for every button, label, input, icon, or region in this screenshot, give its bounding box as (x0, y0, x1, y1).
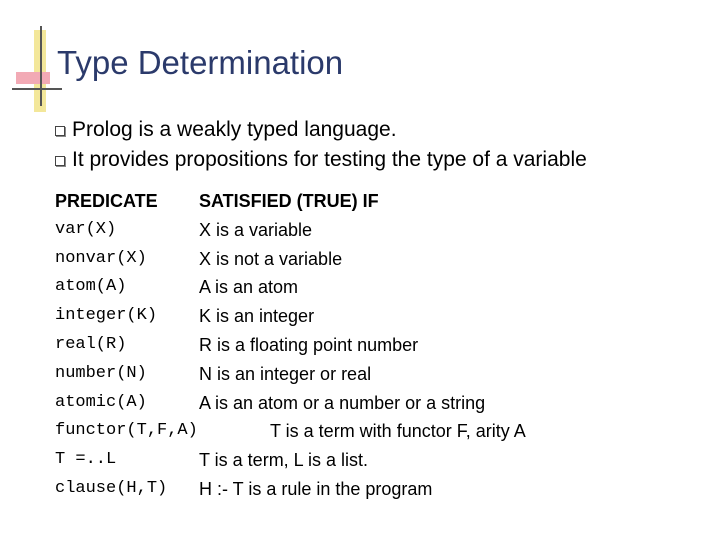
square-bullet-icon (55, 156, 65, 166)
header-predicate: PREDICATE (55, 191, 158, 211)
condition-cell: H :- T is a rule in the program (199, 478, 433, 499)
predicate-cell: integer(K) (55, 306, 158, 326)
decorative-vertical-line (40, 26, 42, 106)
decorative-horizontal-line (12, 88, 62, 90)
condition-cell: X is a variable (199, 219, 313, 240)
predicate-cell: clause(H,T) (55, 478, 168, 498)
predicate-cell: var(X) (55, 219, 117, 239)
predicate-cell: T =..L (55, 450, 117, 470)
bullet-item (55, 145, 587, 175)
predicate-cell: number(N) (55, 363, 147, 383)
condition-cell: T is a term with functor F, arity A (270, 421, 526, 442)
predicate-cell: functor(T,F,A) (55, 421, 198, 441)
condition-cell: T is a term, L is a list. (199, 450, 369, 471)
condition-cell: N is an integer or real (199, 363, 372, 384)
decorative-pink-bar (16, 72, 50, 84)
bullet-text: Prolog is a weakly typed language. (72, 118, 397, 141)
predicate-cell: real(R) (55, 334, 127, 354)
bullet-list (55, 115, 587, 175)
bullet-item (55, 115, 587, 145)
condition-cell: A is an atom (199, 277, 299, 298)
square-bullet-icon (55, 126, 65, 136)
predicate-cell: atomic(A) (55, 392, 147, 412)
bullet-text: It provides propositions for testing the type of a variable (72, 148, 587, 171)
header-condition: SATISFIED (TRUE) IF (199, 191, 379, 211)
predicate-cell: nonvar(X) (55, 248, 147, 268)
condition-cell: A is an atom or a number or a string (199, 392, 486, 413)
condition-cell: X is not a variable (199, 248, 343, 269)
condition-cell: K is an integer (199, 306, 315, 327)
predicate-cell: atom(A) (55, 277, 127, 297)
slide-title: Type Determination (57, 44, 344, 81)
condition-cell: R is a floating point number (199, 334, 419, 355)
